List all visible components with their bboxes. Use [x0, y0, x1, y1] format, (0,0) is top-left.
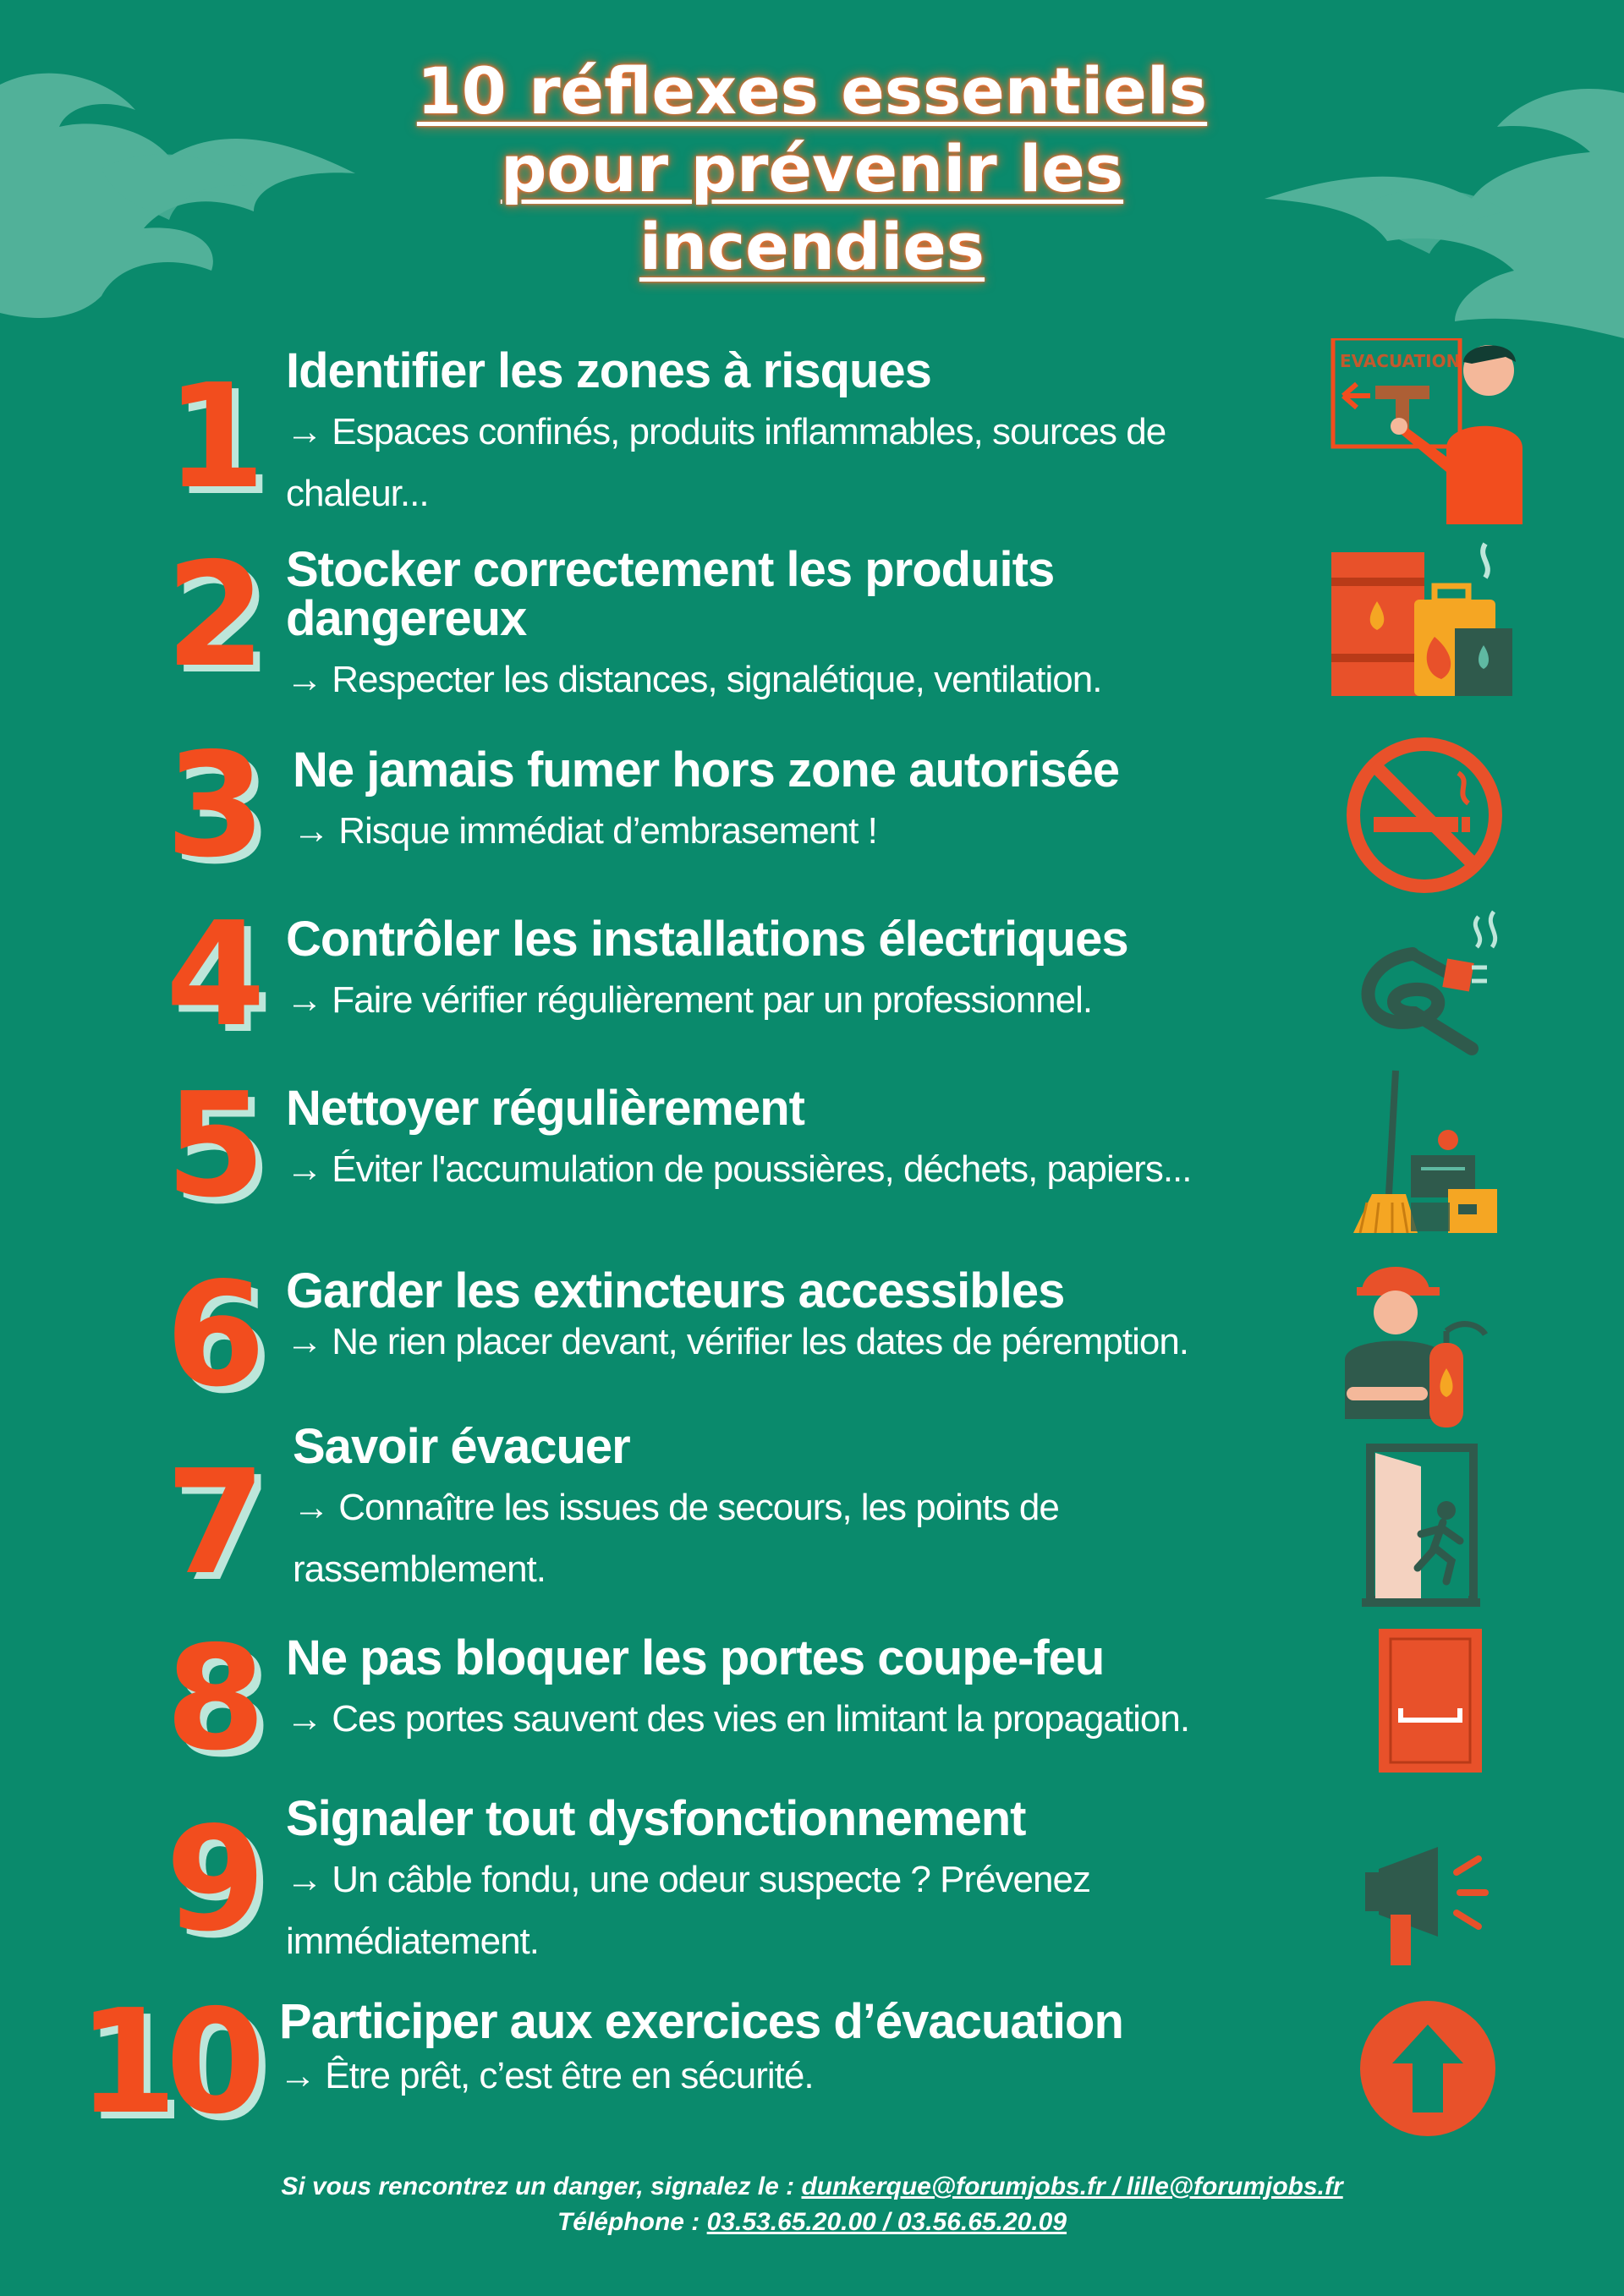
up-arrow-circle-icon	[1320, 1981, 1522, 2167]
item-heading: Garder les extincteurs accessibles	[286, 1263, 1065, 1318]
item-heading: Identifier les zones à risques	[286, 343, 931, 398]
sign-text: EVACUATION	[1340, 351, 1461, 371]
item-text	[286, 1630, 1292, 1750]
item-heading: Nettoyer régulièrement	[286, 1081, 804, 1136]
item-number: 7	[165, 1439, 254, 1607]
item-number: 4	[165, 891, 254, 1059]
item-heading: Stocker correctement les produits dangereux	[286, 542, 1055, 646]
footer-phone-links[interactable]: 03.53.65.20.00 / 03.56.65.20.09	[706, 2208, 1067, 2236]
item-description: → Faire vérifier régulièrement par un professionnel.	[286, 979, 1093, 1021]
title-line-1: 10 réflexes essentiels	[416, 53, 1208, 129]
evacuation-sign-person-icon	[1320, 338, 1522, 524]
item-text	[286, 912, 1292, 1031]
emergency-exit-icon	[1320, 1441, 1522, 1627]
footer-contact-phone-line	[0, 2205, 1624, 2240]
item-number: 6	[165, 1252, 254, 1419]
item-number: 1	[165, 353, 254, 521]
item-text	[286, 1263, 1292, 1373]
footer	[0, 2169, 1624, 2240]
item-description: → Éviter l'accumulation de poussières, déchets, papiers...	[286, 1148, 1192, 1190]
item-heading: Contrôler les installations électriques	[286, 912, 1128, 967]
item-number: 3	[165, 722, 254, 890]
item-heading: Signaler tout dysfonctionnement	[286, 1791, 1026, 1846]
no-smoking-icon	[1320, 722, 1522, 908]
item-number: 2	[165, 532, 254, 699]
fire-door-icon	[1320, 1620, 1522, 1806]
item-number: 9	[165, 1796, 254, 1964]
worker-extinguisher-icon	[1320, 1250, 1522, 1436]
item-description: → Être prêt, c’est être en sécurité.	[279, 2055, 814, 2096]
item-text	[293, 743, 1299, 862]
item-description: → Ne rien placer devant, vérifier les dates de péremption.	[286, 1321, 1189, 1362]
item-number: 10	[77, 1979, 254, 2146]
item-description: → Ces portes sauvent des vies en limitant la propagation.	[286, 1698, 1190, 1740]
hazardous-containers-icon	[1320, 527, 1522, 713]
item-number: 8	[165, 1615, 254, 1783]
footer-email-prefix: Si vous rencontrez un danger, signalez le :	[281, 2173, 802, 2200]
item-heading: Ne jamais fumer hors zone autorisée	[293, 743, 1120, 797]
item-heading: Ne pas bloquer les portes coupe-feu	[286, 1630, 1105, 1685]
smoking-plug-cable-icon	[1320, 895, 1522, 1081]
item-heading: Savoir évacuer	[293, 1419, 630, 1474]
item-text	[286, 1791, 1292, 1972]
footer-email-links[interactable]: dunkerque@forumjobs.fr / lille@forumjobs.fr	[801, 2173, 1343, 2200]
item-text	[286, 343, 1292, 524]
item-description: → Connaître les issues de secours, les points de rassemblement.	[293, 1487, 1059, 1590]
page-title	[0, 52, 1624, 286]
item-description: → Respecter les distances, signalétique, ventilation.	[286, 659, 1102, 700]
footer-phone-prefix: Téléphone :	[557, 2208, 707, 2236]
item-text	[286, 1081, 1292, 1200]
item-number: 5	[165, 1062, 254, 1230]
item-text	[279, 1994, 1286, 2107]
footer-contact-email-line	[0, 2169, 1624, 2205]
item-text	[293, 1419, 1299, 1600]
item-description: → Risque immédiat d’embrasement !	[293, 810, 877, 852]
megaphone-icon	[1320, 1820, 1522, 2006]
item-description: → Espaces confinés, produits inflammables, sources de chaleur...	[286, 411, 1166, 514]
item-description: → Un câble fondu, une odeur suspecte ? Prévenez immédiatement.	[286, 1859, 1090, 1962]
item-text	[286, 542, 1292, 710]
broom-debris-icon	[1320, 1067, 1522, 1253]
title-line-3: incendies	[639, 209, 985, 284]
item-heading: Participer aux exercices d’évacuation	[279, 1994, 1123, 2049]
title-line-2: pour prévenir les	[500, 131, 1124, 206]
